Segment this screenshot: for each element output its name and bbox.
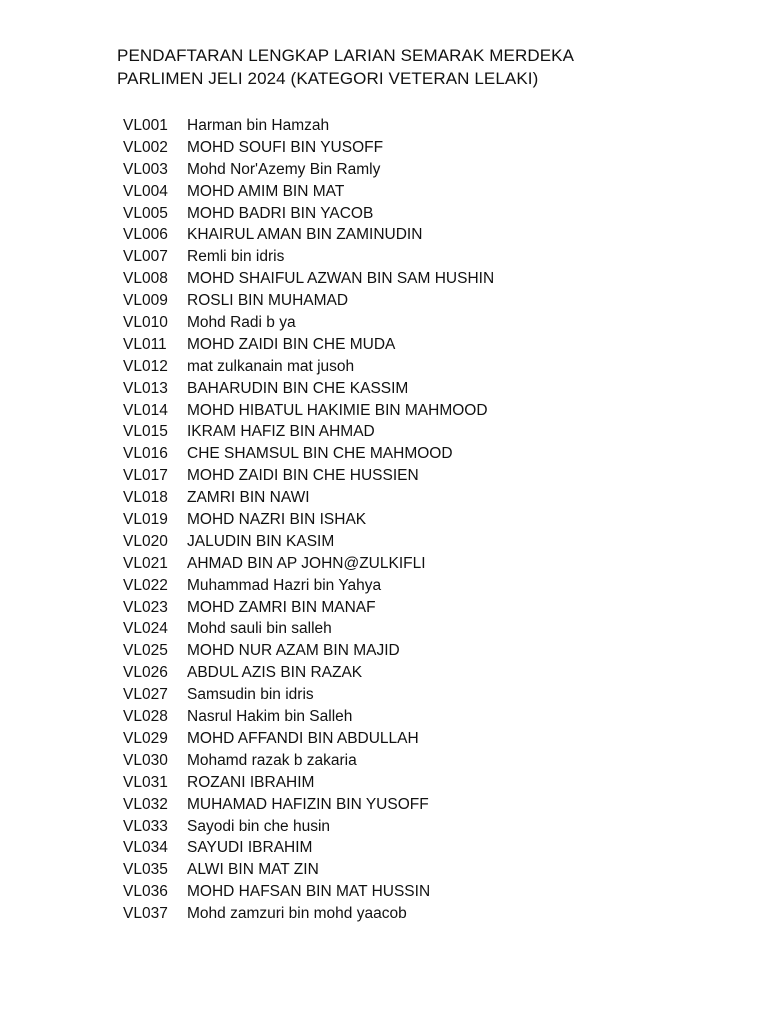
entry-code: VL032 (123, 795, 168, 813)
entry-code: VL010 (123, 314, 168, 332)
list-item (123, 334, 723, 356)
entry-code: VL024 (123, 620, 168, 638)
list-item (123, 662, 723, 684)
list-item (123, 640, 723, 662)
entry-name: MOHD SHAIFUL AZWAN BIN SAM HUSHIN (187, 270, 495, 288)
title-line-2: PARLIMEN JELI 2024 (KATEGORI VETERAN LELAKI) (117, 69, 539, 88)
list-item (123, 246, 723, 268)
entry-name: MOHD ZAIDI BIN CHE HUSSIEN (187, 467, 419, 485)
entry-code: VL019 (123, 511, 168, 529)
entry-name: SAYUDI IBRAHIM (187, 839, 313, 857)
entry-name: MOHD HIBATUL HAKIMIE BIN MAHMOOD (187, 401, 488, 419)
entry-name: Mohd Nor'Azemy Bin Ramly (187, 160, 381, 178)
entry-name: MOHD NAZRI BIN ISHAK (187, 511, 367, 529)
entry-code: VL028 (123, 708, 168, 726)
entry-name: MOHD AFFANDI BIN ABDULLAH (187, 729, 419, 747)
entry-name: MOHD BADRI BIN YACOB (187, 204, 374, 222)
list-item (123, 268, 723, 290)
entry-name: IKRAM HAFIZ BIN AHMAD (187, 423, 375, 441)
list-item (123, 794, 723, 816)
entry-code: VL014 (123, 401, 168, 419)
entry-name: Mohamd razak b zakaria (187, 751, 357, 769)
list-item (123, 312, 723, 334)
title-line-1: PENDAFTARAN LENGKAP LARIAN SEMARAK MERDEKA (117, 46, 575, 65)
list-item (123, 881, 723, 903)
list-item (123, 181, 723, 203)
entry-code: VL008 (123, 270, 168, 288)
entry-code: VL018 (123, 489, 168, 507)
entry-name: MOHD AMIM BIN MAT (187, 182, 345, 200)
entry-code: VL037 (123, 905, 168, 923)
entry-name: Sayodi bin che husin (187, 817, 331, 835)
entry-name: Nasrul Hakim bin Salleh (187, 708, 353, 726)
list-item (123, 421, 723, 443)
entry-name: Muhammad Hazri bin Yahya (187, 576, 382, 594)
list-item (123, 706, 723, 728)
entry-name: ROZANI IBRAHIM (187, 773, 315, 791)
entry-code: VL030 (123, 751, 168, 769)
entry-code: VL027 (123, 686, 168, 704)
entry-name: Samsudin bin idris (187, 686, 314, 704)
entry-name: MOHD ZAIDI BIN CHE MUDA (187, 335, 396, 353)
entry-name: ABDUL AZIS BIN RAZAK (187, 664, 363, 682)
list-item (123, 224, 723, 246)
entry-code: VL009 (123, 292, 168, 310)
entry-name: Mohd Radi b ya (187, 314, 296, 332)
list-item (123, 684, 723, 706)
list-item (123, 356, 723, 378)
list-item (123, 531, 723, 553)
list-item (123, 837, 723, 859)
entry-name: MOHD SOUFI BIN YUSOFF (187, 138, 384, 156)
entry-code: VL005 (123, 204, 168, 222)
entry-name: Remli bin idris (187, 248, 285, 266)
list-item (123, 597, 723, 619)
list-item (123, 772, 723, 794)
list-item (123, 443, 723, 465)
entry-code: VL013 (123, 379, 168, 397)
list-item (123, 816, 723, 838)
entry-code: VL023 (123, 598, 168, 616)
entry-code: VL029 (123, 729, 168, 747)
entry-code: VL016 (123, 445, 168, 463)
entry-name: ZAMRI BIN NAWI (187, 489, 310, 507)
entry-name: ROSLI BIN MUHAMAD (187, 292, 349, 310)
list-item (123, 487, 723, 509)
entry-code: VL022 (123, 576, 168, 594)
entry-code: VL034 (123, 839, 168, 857)
registration-list (123, 115, 723, 925)
entry-name: Mohd sauli bin salleh (187, 620, 332, 638)
entry-name: BAHARUDIN BIN CHE KASSIM (187, 379, 409, 397)
entry-code: VL012 (123, 357, 168, 375)
entry-code: VL001 (123, 117, 168, 134)
entry-code: VL011 (123, 335, 167, 353)
entry-name: Harman bin Hamzah (187, 117, 330, 134)
list-item (123, 290, 723, 312)
entry-code: VL031 (123, 773, 168, 791)
list-item (123, 400, 723, 422)
entry-code: VL026 (123, 664, 168, 682)
list-item (123, 137, 723, 159)
list-item (123, 509, 723, 531)
list-item (123, 859, 723, 881)
entry-code: VL006 (123, 226, 168, 244)
list-item (123, 378, 723, 400)
entry-code: VL007 (123, 248, 168, 266)
document-title (117, 44, 737, 90)
entry-name: KHAIRUL AMAN BIN ZAMINUDIN (187, 226, 423, 244)
entry-code: VL002 (123, 138, 168, 156)
list-item (123, 903, 723, 925)
entry-name: MOHD HAFSAN BIN MAT HUSSIN (187, 883, 431, 901)
list-item (123, 750, 723, 772)
entry-name: Mohd zamzuri bin mohd yaacob (187, 905, 407, 923)
entry-code: VL004 (123, 182, 168, 200)
entry-name: CHE SHAMSUL BIN CHE MAHMOOD (187, 445, 453, 463)
entry-code: VL015 (123, 423, 168, 441)
entry-code: VL035 (123, 861, 168, 879)
list-item (123, 159, 723, 181)
entry-code: VL003 (123, 160, 168, 178)
entry-name: MOHD ZAMRI BIN MANAF (187, 598, 376, 616)
entry-code: VL021 (123, 554, 168, 572)
list-item (123, 465, 723, 487)
entry-code: VL017 (123, 467, 168, 485)
entry-name: ALWI BIN MAT ZIN (187, 861, 319, 879)
list-item (123, 115, 723, 137)
entry-code: VL033 (123, 817, 168, 835)
entry-name: JALUDIN BIN KASIM (187, 532, 335, 550)
list-item (123, 553, 723, 575)
list-item (123, 728, 723, 750)
entry-code: VL036 (123, 883, 168, 901)
list-item (123, 618, 723, 640)
entry-name: mat zulkanain mat jusoh (187, 357, 355, 375)
entry-code: VL025 (123, 642, 168, 660)
entry-name: MUHAMAD HAFIZIN BIN YUSOFF (187, 795, 429, 813)
entry-name: AHMAD BIN AP JOHN@ZULKIFLI (187, 554, 426, 572)
entry-name: MOHD NUR AZAM BIN MAJID (187, 642, 400, 660)
entry-code: VL020 (123, 532, 168, 550)
list-item (123, 575, 723, 597)
list-item (123, 203, 723, 225)
